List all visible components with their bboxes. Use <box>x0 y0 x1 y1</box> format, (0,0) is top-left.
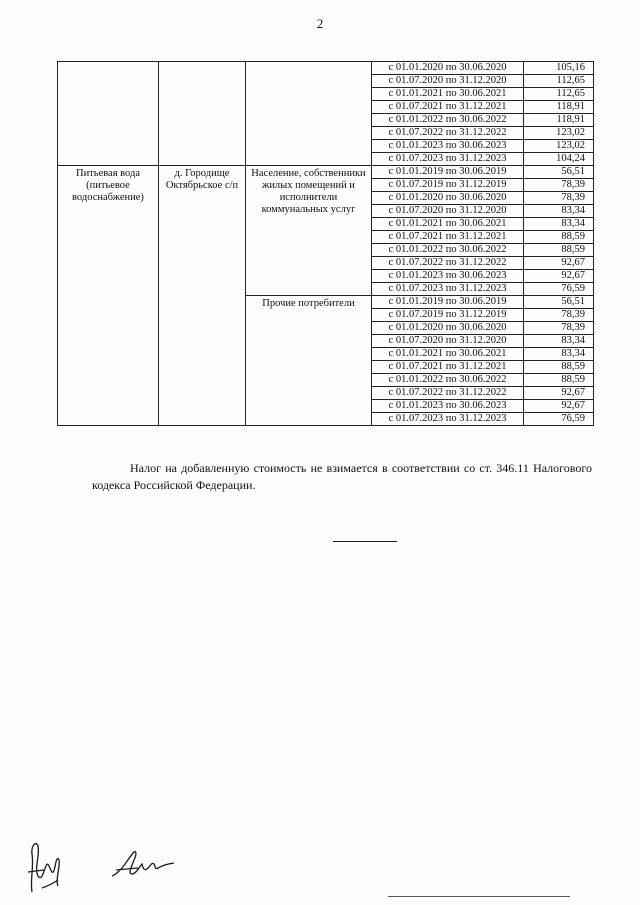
period-cell: с 01.07.2022 по 31.12.2022 <box>372 257 524 270</box>
consumer-category-cell: Население, собственники жилых помещений и исполнители коммунальных услуг <box>246 166 372 296</box>
tariff-value-cell: 78,39 <box>524 179 594 192</box>
period-cell: с 01.07.2022 по 31.12.2022 <box>372 127 524 140</box>
tariff-value-cell: 88,59 <box>524 231 594 244</box>
period-cell: с 01.01.2020 по 30.06.2020 <box>372 192 524 205</box>
territory-cell: д. Городище Октябрьское с/п <box>159 166 246 426</box>
period-cell: с 01.01.2022 по 30.06.2022 <box>372 374 524 387</box>
table-row <box>58 166 594 179</box>
period-cell: с 01.07.2019 по 31.12.2019 <box>372 309 524 322</box>
period-cell: с 01.01.2022 по 30.06.2022 <box>372 114 524 127</box>
period-cell: с 01.07.2021 по 31.12.2021 <box>372 101 524 114</box>
tariff-value-cell: 56,51 <box>524 296 594 309</box>
tariff-value-cell: 56,51 <box>524 166 594 179</box>
period-cell: с 01.01.2021 по 30.06.2021 <box>372 88 524 101</box>
tariff-value-cell: 83,34 <box>524 205 594 218</box>
tariff-value-cell: 92,67 <box>524 400 594 413</box>
bottom-rule <box>388 896 570 897</box>
tariff-value-cell: 92,67 <box>524 387 594 400</box>
period-cell: с 01.07.2022 по 31.12.2022 <box>372 387 524 400</box>
period-cell: с 01.07.2020 по 31.12.2020 <box>372 205 524 218</box>
tariff-value-cell: 118,91 <box>524 101 594 114</box>
tariff-value-cell: 123,02 <box>524 140 594 153</box>
end-divider-line <box>333 541 397 542</box>
tariff-value-cell: 78,39 <box>524 309 594 322</box>
period-cell: с 01.01.2019 по 30.06.2019 <box>372 166 524 179</box>
tariff-value-cell: 83,34 <box>524 348 594 361</box>
period-cell: с 01.01.2020 по 30.06.2020 <box>372 62 524 75</box>
tariff-value-cell: 105,16 <box>524 62 594 75</box>
tariff-value-cell: 76,59 <box>524 283 594 296</box>
handwritten-signature-left <box>22 826 70 898</box>
tariff-value-cell: 92,67 <box>524 257 594 270</box>
period-cell: с 01.01.2021 по 30.06.2021 <box>372 348 524 361</box>
tariff-value-cell: 83,34 <box>524 335 594 348</box>
tariff-value-cell: 88,59 <box>524 361 594 374</box>
handwritten-signature-right <box>108 846 178 882</box>
tariff-value-cell: 76,59 <box>524 413 594 426</box>
period-cell: с 01.01.2021 по 30.06.2021 <box>372 218 524 231</box>
tariff-value-cell: 123,02 <box>524 127 594 140</box>
tariff-table-body <box>58 62 594 426</box>
page-number: 2 <box>316 16 324 31</box>
period-cell: с 01.01.2020 по 30.06.2020 <box>372 322 524 335</box>
period-cell: с 01.01.2023 по 30.06.2023 <box>372 270 524 283</box>
tariff-value-cell: 112,65 <box>524 88 594 101</box>
tariff-value-cell: 104,24 <box>524 153 594 166</box>
service-cell: Питьевая вода (питьевое водоснабжение) <box>58 166 159 426</box>
territory-cell-continued <box>159 62 246 166</box>
tariff-value-cell: 92,67 <box>524 270 594 283</box>
period-cell: с 01.01.2022 по 30.06.2022 <box>372 244 524 257</box>
period-cell: с 01.07.2020 по 31.12.2020 <box>372 75 524 88</box>
consumer-category-cell: Прочие потребители <box>246 296 372 426</box>
period-cell: с 01.07.2019 по 31.12.2019 <box>372 179 524 192</box>
period-cell: с 01.07.2023 по 31.12.2023 <box>372 153 524 166</box>
period-cell: с 01.01.2023 по 30.06.2023 <box>372 140 524 153</box>
vat-note: Налог на добавленную стоимость не взимается в соответствии со ст. 346.11 Налогового кодекса Российской Федерации. <box>92 461 592 492</box>
tariff-value-cell: 78,39 <box>524 192 594 205</box>
consumer-cell-continued <box>246 62 372 166</box>
service-cell-continued <box>58 62 159 166</box>
period-cell: с 01.07.2021 по 31.12.2021 <box>372 361 524 374</box>
period-cell: с 01.07.2023 по 31.12.2023 <box>372 283 524 296</box>
tariff-value-cell: 83,34 <box>524 218 594 231</box>
tariff-value-cell: 78,39 <box>524 322 594 335</box>
period-cell: с 01.07.2021 по 31.12.2021 <box>372 231 524 244</box>
period-cell: с 01.01.2023 по 30.06.2023 <box>372 400 524 413</box>
tariff-value-cell: 88,59 <box>524 374 594 387</box>
period-cell: с 01.01.2019 по 30.06.2019 <box>372 296 524 309</box>
tariff-value-cell: 112,65 <box>524 75 594 88</box>
table-row <box>58 62 594 75</box>
tariff-value-cell: 88,59 <box>524 244 594 257</box>
period-cell: с 01.07.2020 по 31.12.2020 <box>372 335 524 348</box>
tariff-table <box>57 61 594 426</box>
period-cell: с 01.07.2023 по 31.12.2023 <box>372 413 524 426</box>
tariff-value-cell: 118,91 <box>524 114 594 127</box>
